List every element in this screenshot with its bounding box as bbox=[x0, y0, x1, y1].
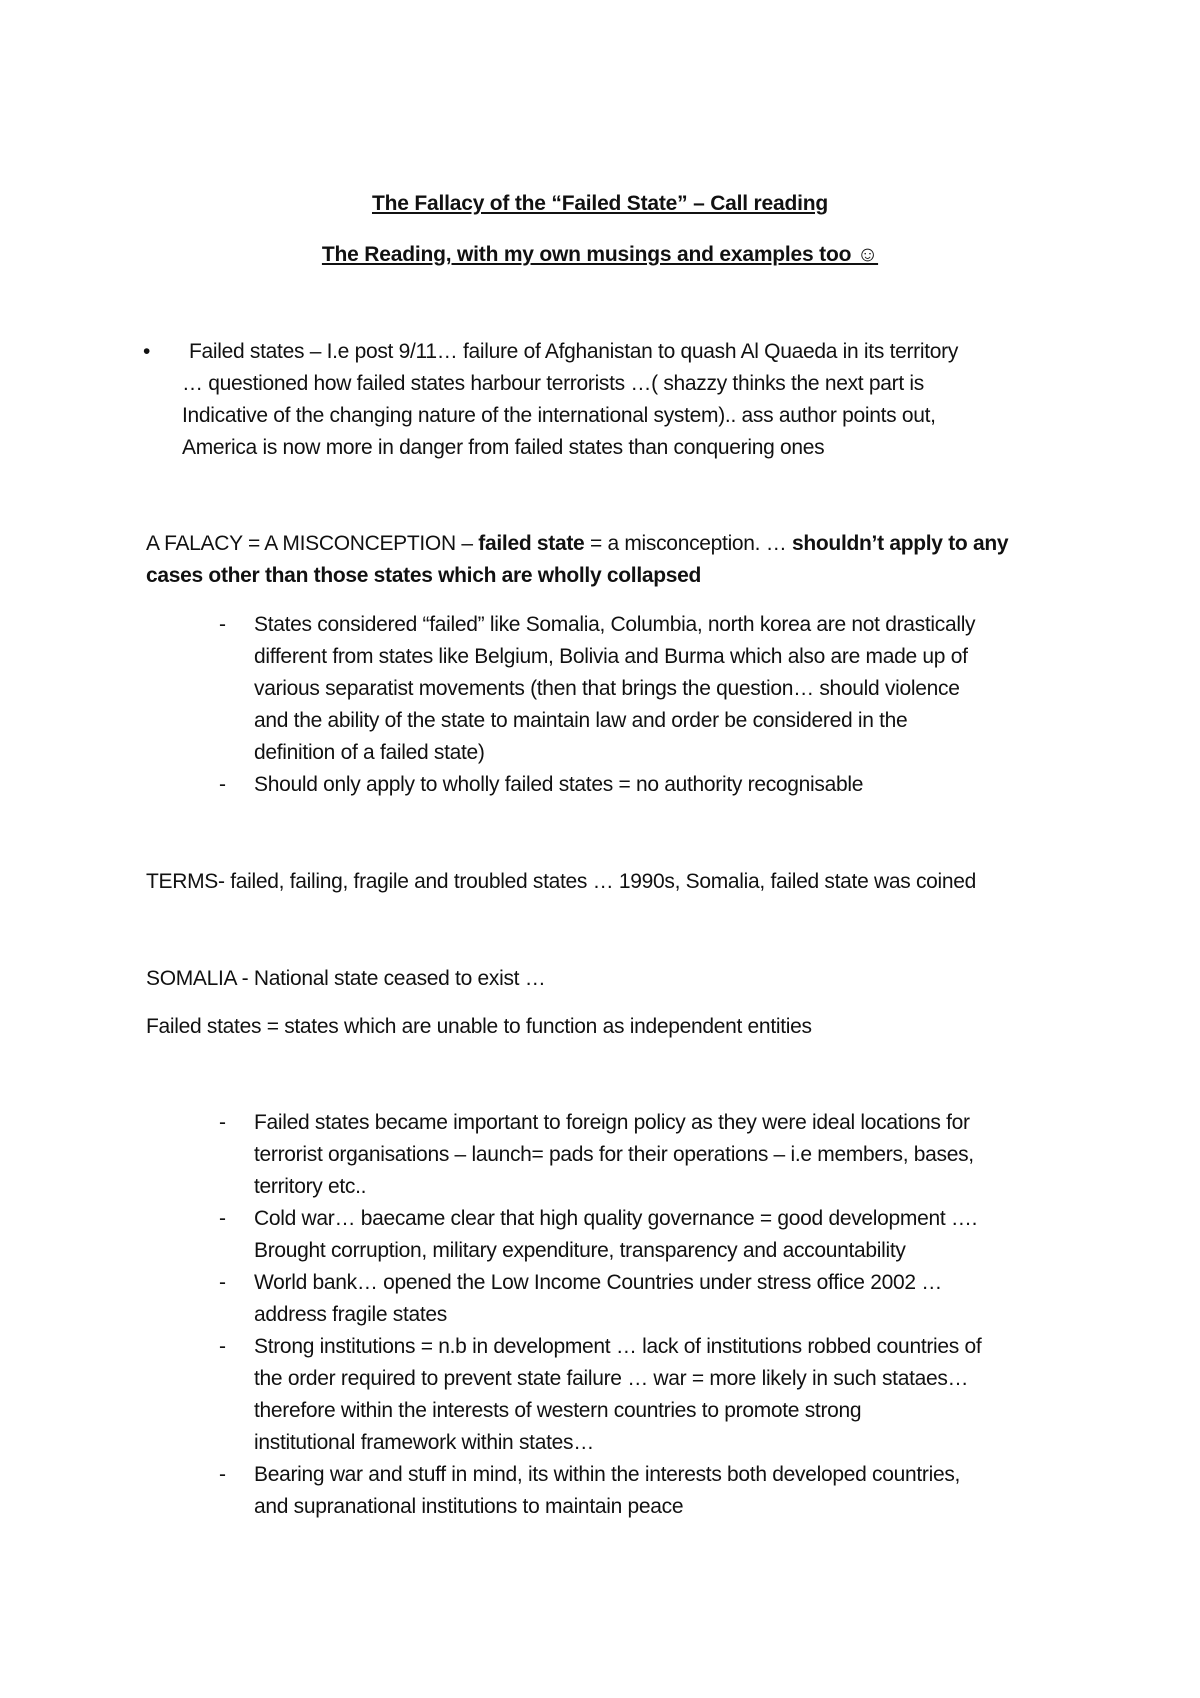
somalia-line: SOMALIA - National state ceased to exist … bbox=[146, 967, 546, 990]
bullet1-line4: America is now more in danger from failed states than conquering ones bbox=[182, 436, 825, 459]
later-point4-line1: Strong institutions = n.b in development … lack of institutions robbed countries of bbox=[254, 1335, 982, 1358]
dash-marker: - bbox=[219, 613, 226, 636]
fallacy-line1: A FALACY = A MISCONCEPTION – failed state = a misconception. … shouldn’t apply to any bbox=[146, 532, 1009, 555]
document-subtitle: The Reading, with my own musings and examples too ☺ bbox=[321, 243, 879, 266]
dash-marker: - bbox=[219, 773, 226, 796]
fallacy-point1-line1: States considered “failed” like Somalia, Columbia, north korea are not drastically bbox=[254, 613, 976, 636]
dash-marker: - bbox=[219, 1207, 226, 1230]
fallacy-point1-line3: various separatist movements (then that brings the question… should violence bbox=[254, 677, 960, 700]
later-point2-line2: Brought corruption, military expenditure, transparency and accountability bbox=[254, 1239, 906, 1262]
later-point4-line2: the order required to prevent state failure … war = more likely in such stataes… bbox=[254, 1367, 969, 1390]
fallacy-point1-line2: different from states like Belgium, Bolivia and Burma which also are made up of bbox=[254, 645, 968, 668]
fallacy-point2-line1: Should only apply to wholly failed states = no authority recognisable bbox=[254, 773, 864, 796]
bullet1-line3: Indicative of the changing nature of the international system).. ass author points out, bbox=[182, 404, 936, 427]
definition-line: Failed states = states which are unable to function as independent entities bbox=[146, 1015, 812, 1038]
fallacy-bold-tail: shouldn’t apply to any bbox=[792, 532, 1009, 555]
bullet-dot: • bbox=[143, 340, 151, 363]
document-title: The Fallacy of the “Failed State” – Call reading bbox=[371, 192, 829, 215]
dash-marker: - bbox=[219, 1463, 226, 1486]
fallacy-point1-line5: definition of a failed state) bbox=[254, 741, 485, 764]
fallacy-line2: cases other than those states which are wholly collapsed bbox=[146, 564, 702, 587]
later-point1-line3: territory etc.. bbox=[254, 1175, 367, 1198]
later-point4-line3: therefore within the interests of western countries to promote strong bbox=[254, 1399, 862, 1422]
later-point3-line1: World bank… opened the Low Income Countries under stress office 2002 … bbox=[254, 1271, 942, 1294]
dash-marker: - bbox=[219, 1271, 226, 1294]
later-point4-line4: institutional framework within states… bbox=[254, 1431, 594, 1454]
bullet1-line1: Failed states – I.e post 9/11… failure of Afghanistan to quash Al Quaeda in its territory bbox=[189, 340, 959, 363]
terms-line: TERMS- failed, failing, fragile and troubled states … 1990s, Somalia, failed state was coined bbox=[146, 870, 977, 893]
later-point1-line2: terrorist organisations – launch= pads for their operations – i.e members, bases, bbox=[254, 1143, 974, 1166]
bullet1-line2: … questioned how failed states harbour terrorists …( shazzy thinks the next part is bbox=[182, 372, 924, 395]
fallacy-term: failed state bbox=[478, 532, 585, 555]
later-point3-line2: address fragile states bbox=[254, 1303, 448, 1326]
later-point5-line1: Bearing war and stuff in mind, its within the interests both developed countries, bbox=[254, 1463, 961, 1486]
later-point1-line1: Failed states became important to foreign policy as they were ideal locations for bbox=[254, 1111, 970, 1134]
fallacy-point1-line4: and the ability of the state to maintain law and order be considered in the bbox=[254, 709, 908, 732]
dash-marker: - bbox=[219, 1111, 226, 1134]
later-point2-line1: Cold war… baecame clear that high quality governance = good development …. bbox=[254, 1207, 978, 1230]
later-point5-line2: and supranational institutions to maintain peace bbox=[254, 1495, 684, 1518]
dash-marker: - bbox=[219, 1335, 226, 1358]
